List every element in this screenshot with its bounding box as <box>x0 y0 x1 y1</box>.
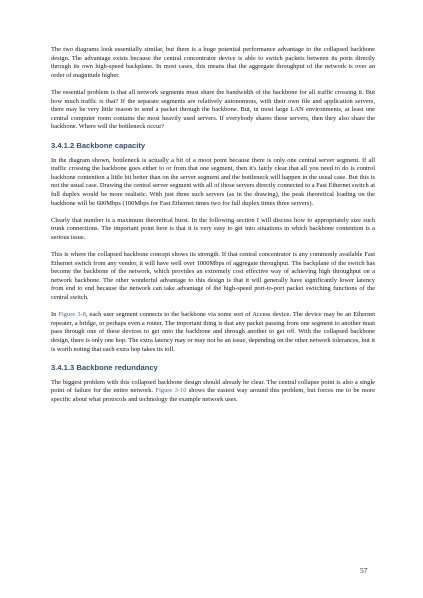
paragraph-redundancy <box>51 379 375 405</box>
text-run: shows the easiest way around this problem, but forces me to be more specific about what protocols and technology the example network uses. <box>51 387 376 403</box>
figure-3-8-link[interactable]: Figure 3-8 <box>58 311 86 319</box>
paragraph-access-devices <box>51 311 375 354</box>
text-run: The biggest problem with this collapsed backbone design should already be clear. The central collapse point is also a single point of failure for the entire network. <box>51 378 375 395</box>
text-run: , each user segment connects to the backbone via some sort of Access device. The device may be an Ethernet repeater, a bridge, or perhaps even a router. The important thing is that any packet passing from one segment to another must pass through one of these devices to get onto the backbone and through another to get off. With the collapsed backbone design, there is only one hop. The extra latency may or may not be an issue, depending on the other network tolerances, but it is worth noting that each extra hop takes its toll. <box>51 311 376 353</box>
section-heading-backbone-capacity: 3.4.1.2 Backbone capacity <box>51 140 146 150</box>
section-heading-backbone-redundancy: 3.4.1.3 Backbone redundancy <box>51 362 158 372</box>
paragraph-collapsed-strength: This is where the collapsed backbone concept shows its strength. If that central concentrator is any commonly available Fast Ethernet switch from any vendor, it will have well over 1000Mbps of aggregate throughput. The backplane of the switch has become the backbone of the network, which provides an extremely cost effective way of achieving high throughput on a network backbone. The other wonderful advantage to this design is that it will generally have significantly lower latency from end to end because the network can take advantage of the high-speed port-to-port packet switching functions of the central switch. <box>51 251 375 302</box>
document-page <box>51 46 375 413</box>
paragraph-bottleneck: In the diagram shown, bottleneck is actually a bit of a moot point because there is only one central server segment. If all traffic crossing the backbone goes either to or from that one segment, then it's fairly clear that all you need to do is control backbone contention a little bit better than on the server segment and the bottleneck will happen in the usual case. But this is not the usual case. Drawing the central server segment with all of those servers directly connected to a Fast Ethernet switch at full duplex would be more realistic. With just three such servers (as in the drawing), the peak theoretical loading on the backbone will be 600Mbps (100Mbps for Fast Ethernet times two for full duplex times three servers). <box>51 156 375 207</box>
figure-3-10-link[interactable]: Figure 3-10 <box>155 387 187 395</box>
page-number: 57 <box>360 566 368 575</box>
paragraph-collapsed-advantage: The two diagrams look essentially similar, but there is a huge potential performance advantage to the collapsed backbone design. The advantage exists because the central concentrator device is able to switch packets between its ports directly through its own high-speed backplane. In most cases, this means that the aggregate throughput of the network is over an order of magnitude higher. <box>51 46 375 79</box>
text-run: In <box>51 311 59 319</box>
paragraph-bandwidth-problem: The essential problem is that all network segments must share the bandwidth of the backbone for all traffic crossing it. But how much traffic is that? If the separate segments are relatively autonomous, with their own file and application servers, there may be very little reason to send a packet through the backbone. But, in most large LAN environments, at least one central computer room contains the most heavily used servers. If everybody shares these servers, then they also share the backbone. Where will the bottleneck occur? <box>51 88 375 131</box>
paragraph-theoretical-burst: Clearly that number is a maximum theoretical burst. In the following section I will discuss how to appropriately size such trunk connections. The important point here is that it is very easy to get into situations in which backbone contention is a serious issue. <box>51 216 375 241</box>
